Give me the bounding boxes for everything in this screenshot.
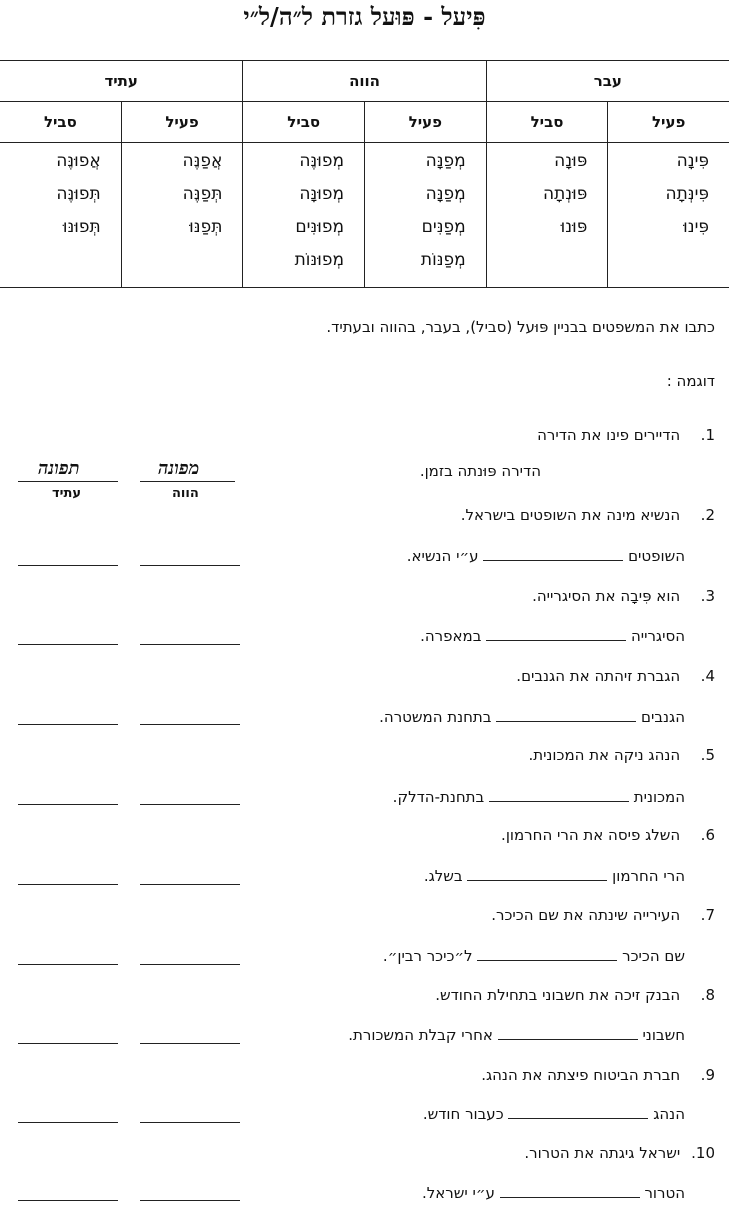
answer-line-future[interactable] [18,1122,118,1123]
answer-line-future [18,481,118,482]
example-answer-present: מפונה [158,458,200,479]
label-present: הווה [172,486,199,501]
answer-line-present[interactable] [140,1122,240,1123]
question-4-passive: הגנבים בתחנת המשטרה. [379,708,685,726]
label-future: עתיד [52,486,82,501]
question-2: 2. הנשיא מינה את השופטים בישראל. [460,506,715,524]
answer-line-future[interactable] [18,964,118,965]
answer-blank[interactable] [486,626,626,641]
verb-form: מְפַנָּה [425,151,466,171]
question-3-passive: הסיגרייה במאפרה. [420,627,685,645]
voice-header: פעיל [365,102,487,143]
question-1-passive: הדירה פּוּנתה בזמן. [419,462,541,480]
sentence: הבנק זיכה את חשבוני בתחילת החודש. [435,986,681,1004]
table-cell [365,143,487,288]
answer-line-future[interactable] [18,804,118,805]
table-cell [608,143,729,288]
verb-form: פּוּנוּ [560,217,588,237]
table-cell [486,143,608,288]
voice-header: סביל [0,102,121,143]
answer-line-future[interactable] [18,565,118,566]
table-cell [243,143,365,288]
question-5: 5. הנהג ניקה את המכונית. [528,746,715,764]
answer-blank[interactable] [500,1183,640,1198]
answer-line-present[interactable] [140,565,240,566]
tense-past-header: עבר [486,61,729,102]
voice-header: פעיל [121,102,243,143]
conjugation-table [0,60,729,288]
answer-line-future[interactable] [18,644,118,645]
question-6: 6. השלג פיסה את הרי החרמון. [501,826,715,844]
verb-form: תְּפַנֶּה [182,184,223,204]
answer-blank[interactable] [483,546,623,561]
verb-form: מְפַנִּים [421,217,466,237]
sentence: הדיירים פינו את הדירה [537,426,681,444]
answer-line-future[interactable] [18,884,118,885]
question-10: 10. ישראל גיגתה את הטרור. [524,1144,715,1162]
answer-line-present[interactable] [140,804,240,805]
voice-header: פעיל [608,102,729,143]
sentence: הוא פִּיבָה את הסיגרייה. [532,587,681,605]
answer-line-present [140,481,235,482]
verb-form: פּוּנְתָה [543,184,588,204]
sentence: השלג פיסה את הרי החרמון. [501,826,681,844]
question-8: 8. הבנק זיכה את חשבוני בתחילת החודש. [435,986,715,1004]
answer-blank[interactable] [467,866,607,881]
verb-form: תְּפוּנּוּ [62,217,101,237]
question-3: 3. הוא פִּיבָה את הסיגרייה. [532,587,715,605]
sentence: הנשיא מינה את השופטים בישראל. [460,506,681,524]
verb-form: מְפוּנָּה [299,184,345,204]
verb-form: מְפַנָּה [425,184,466,204]
question-2-passive: השופטים ע״י הנשיא. [406,547,685,565]
question-5-passive: המכונית בתחנת-הדלק. [392,788,685,806]
verb-form: פּוּנָה [554,151,588,171]
verb-form: פִּינוּ [683,217,709,237]
example-answer-future: תפונה [38,458,80,479]
verb-form: מְפוּנֶּה [299,151,345,171]
answer-blank[interactable] [496,707,636,722]
tense-future-header: עתיד [0,61,243,102]
sentence: הנהג ניקה את המכונית. [528,746,681,764]
answer-blank[interactable] [489,787,629,802]
answer-blank[interactable] [508,1104,648,1119]
answer-line-present[interactable] [140,1200,240,1201]
verb-form: מְפַנּוֹת [420,250,466,270]
verb-form: פִּינָה [676,151,709,171]
question-9: 9. חברת הביטוח פיצתה את הנהג. [481,1066,715,1084]
sentence: הגברת זיהתה את הגנבים. [516,667,681,685]
verb-form: תְּפַנּוּ [189,217,223,237]
answer-blank[interactable] [498,1025,638,1040]
answer-line-present[interactable] [140,964,240,965]
table-cell [0,143,121,288]
verb-form: אֲפַנֶּה [182,151,223,171]
question-9-passive: הנהג כעבור חודש. [422,1105,685,1123]
answer-line-future[interactable] [18,1200,118,1201]
sentence: חברת הביטוח פיצתה את הנהג. [481,1066,681,1084]
voice-header: סביל [486,102,608,143]
question-7-passive: שם הכיכר ל״כיכר רבין״. [382,947,685,965]
answer-line-present[interactable] [140,884,240,885]
tense-present-header: הווה [243,61,486,102]
answer-line-present[interactable] [140,724,240,725]
answer-line-present[interactable] [140,1043,240,1044]
question-10-passive: הטרור ע״י ישראל. [421,1184,685,1202]
question-8-passive: חשבוני אחרי קבלת המשכורת. [348,1026,685,1044]
question-4: 4. הגברת זיהתה את הגנבים. [516,667,715,685]
sentence: ישראל גיגתה את הטרור. [524,1144,681,1162]
answer-line-future[interactable] [18,724,118,725]
verb-form: אֲפוּנֶּה [56,151,101,171]
answer-blank[interactable] [477,946,617,961]
verb-form: מְפוּנּוֹת [294,250,345,270]
question-1: 1. הדיירים פינו את הדירה [537,426,715,444]
example-label: דוגמה : [666,372,715,390]
instructions: כתבו את המשפטים בבניין פּוּעל (סביל), בעבר, בהווה ובעתיד. [326,318,715,336]
question-7: 7. העירייה שינתה את שם הכיכר. [491,906,715,924]
table-cell [121,143,243,288]
sentence: העירייה שינתה את שם הכיכר. [491,906,681,924]
page-title: פִּיעל - פּוּעל גזרת ל״ה/ל״י [243,2,486,31]
voice-header: סביל [243,102,365,143]
verb-form: מְפוּנִּים [295,217,345,237]
answer-line-present[interactable] [140,644,240,645]
verb-form: תְּפוּנֶּה [56,184,101,204]
question-6-passive: הרי החרמון בשלג. [423,867,685,885]
verb-form: פִּינְּתָה [665,184,709,204]
answer-line-future[interactable] [18,1043,118,1044]
